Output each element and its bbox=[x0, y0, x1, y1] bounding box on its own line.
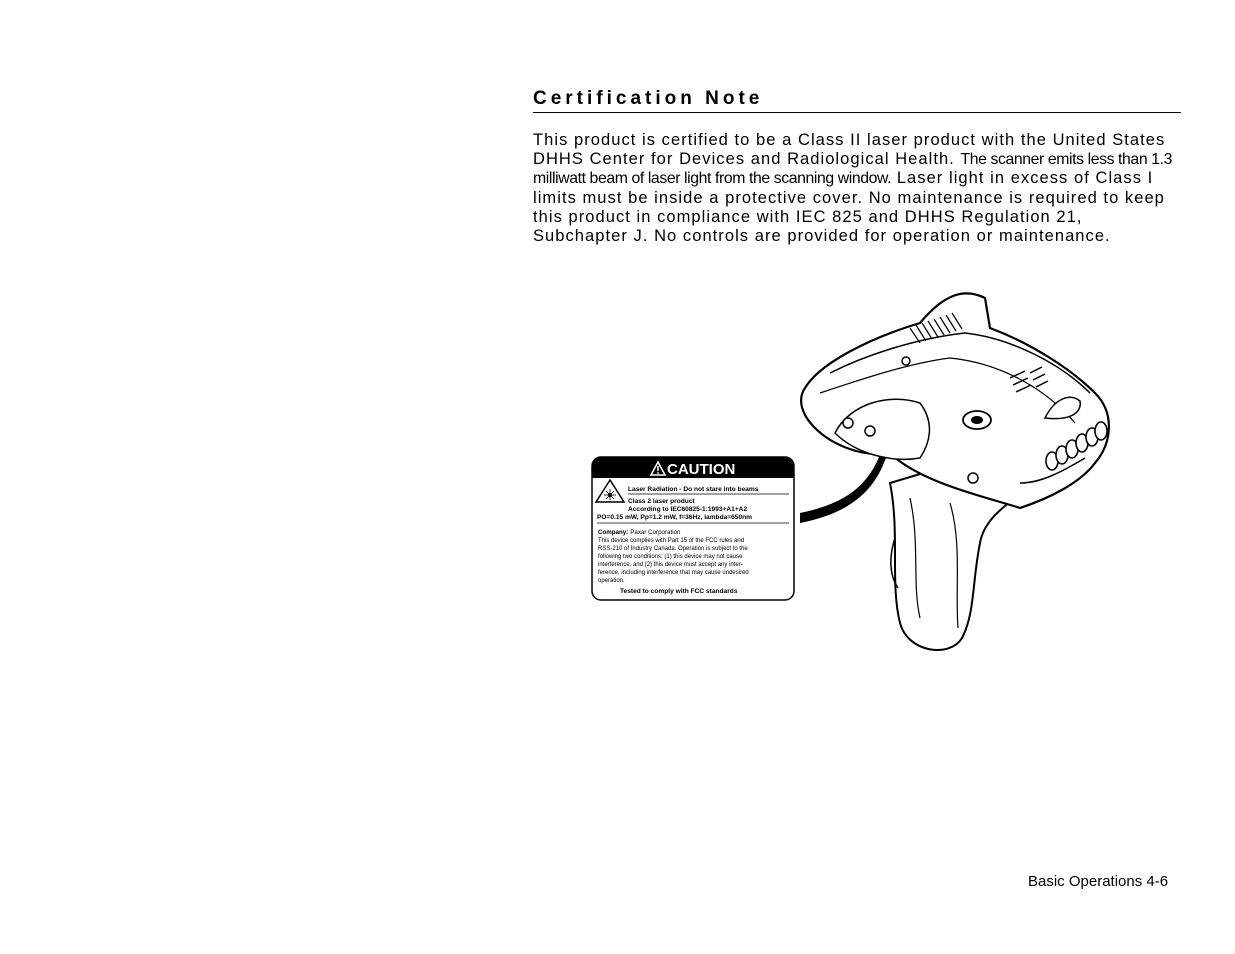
label-fcc-line-3: following two conditions: (1) this device may not cause bbox=[598, 554, 743, 560]
label-standard-line: According to IEC60825-1:1993+A1+A2 bbox=[628, 506, 748, 513]
label-class-line: Class 2 laser product bbox=[628, 498, 695, 505]
svg-text:Company:Paxar Corporation bbox=[598, 529, 681, 536]
paragraph-part-1: This product is certified to be a Class II laser product with the United States DHHS Center for Devices and Radiological Health. bbox=[533, 131, 1166, 168]
page-footer: Basic Operations 4-6 bbox=[1028, 873, 1169, 890]
label-company-name: Paxar Corporation bbox=[630, 529, 681, 536]
certification-paragraph bbox=[533, 131, 1183, 245]
caution-header-text: CAUTION bbox=[667, 461, 736, 478]
label-power-line: PO=0.15 mW, Pp=1.2 mW, f=36Hz, lambda=650nm bbox=[597, 514, 753, 521]
paragraph-part-3: Laser light in excess of Class I limits must be inside a protective cover. No maintenance is required to keep this product in compliance with IEC 825 and DHHS Regulation 21, Subchapter J. No controls are provided for operation or maintenance. bbox=[533, 169, 1165, 245]
label-fcc-line-1: This device complies with Part 15 of the FCC rules and bbox=[598, 538, 745, 544]
pointer-arrow bbox=[800, 449, 888, 523]
label-fcc-line-4: interference, and (2) this device must accept any inter- bbox=[598, 562, 743, 568]
section-heading: Certification Note bbox=[533, 88, 1181, 113]
label-fcc-line-5: ference, including interference that may cause undesired bbox=[598, 570, 749, 576]
label-warning-line: Laser Radiation - Do not stare into beams bbox=[628, 486, 759, 493]
label-company-label: Company: bbox=[598, 529, 629, 536]
label-fcc-line-6: operation. bbox=[598, 578, 625, 584]
label-fcc-line-2: RSS-210 of Industry Canada. Operation is subject to the bbox=[598, 546, 748, 552]
label-tested-line: Tested to comply with FCC standards bbox=[620, 588, 738, 595]
paragraph-part-2: The scanner emits less than 1.3 milliwatt beam of laser light from the scanning window. bbox=[533, 150, 1172, 188]
caution-label bbox=[591, 456, 795, 602]
